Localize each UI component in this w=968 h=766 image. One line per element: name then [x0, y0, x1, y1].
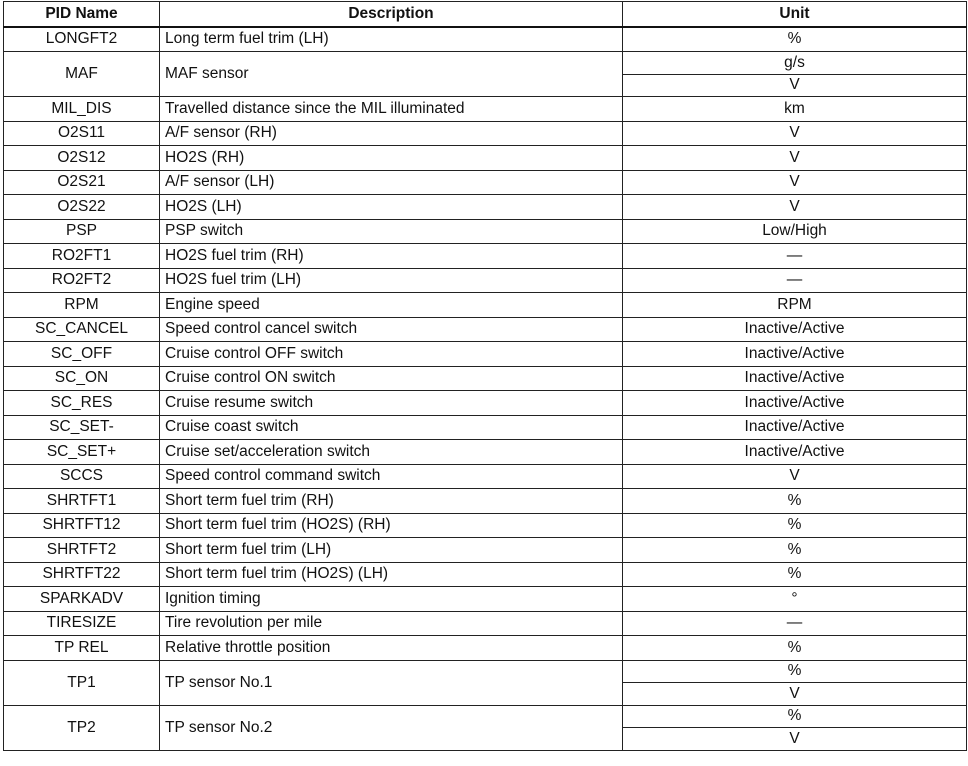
table-row	[4, 268, 967, 293]
unit-cell: —	[623, 268, 967, 293]
table-row	[4, 705, 967, 728]
unit-cell: V	[623, 728, 967, 751]
unit-cell: V	[623, 464, 967, 489]
pid-name-cell: MIL_DIS	[4, 97, 160, 122]
pid-name-cell: SHRTFT2	[4, 538, 160, 563]
table-row	[4, 244, 967, 269]
table-row	[4, 121, 967, 146]
pid-table	[3, 1, 967, 751]
table-row	[4, 97, 967, 122]
unit-cell: g/s	[623, 52, 967, 75]
description-cell: Short term fuel trim (HO2S) (LH)	[160, 562, 623, 587]
table-row	[4, 293, 967, 318]
description-cell: Cruise resume switch	[160, 391, 623, 416]
table-row	[4, 538, 967, 563]
description-cell: Short term fuel trim (RH)	[160, 489, 623, 514]
header-row	[4, 2, 967, 27]
pid-name-cell: SHRTFT12	[4, 513, 160, 538]
pid-name-cell: SC_ON	[4, 366, 160, 391]
unit-cell: Inactive/Active	[623, 391, 967, 416]
description-cell: Ignition timing	[160, 587, 623, 612]
description-cell: HO2S fuel trim (LH)	[160, 268, 623, 293]
description-cell: Travelled distance since the MIL illuminated	[160, 97, 623, 122]
table-row	[4, 587, 967, 612]
table-row	[4, 391, 967, 416]
pid-name-cell: SC_SET-	[4, 415, 160, 440]
unit-cell: RPM	[623, 293, 967, 318]
table-row	[4, 195, 967, 220]
pid-name-cell: O2S12	[4, 146, 160, 171]
unit-cell: %	[623, 562, 967, 587]
pid-name-cell: SHRTFT1	[4, 489, 160, 514]
description-cell: PSP switch	[160, 219, 623, 244]
unit-cell: %	[623, 489, 967, 514]
pid-name-cell: O2S21	[4, 170, 160, 195]
table-row	[4, 464, 967, 489]
table-header	[4, 2, 967, 27]
table-row	[4, 27, 967, 52]
pid-name-cell: SC_OFF	[4, 342, 160, 367]
pid-name-cell: O2S22	[4, 195, 160, 220]
table-row	[4, 611, 967, 636]
pid-name-cell: RO2FT1	[4, 244, 160, 269]
table-row	[4, 146, 967, 171]
description-cell: Short term fuel trim (LH)	[160, 538, 623, 563]
pid-name-cell: RPM	[4, 293, 160, 318]
unit-cell: —	[623, 611, 967, 636]
pid-name-cell: RO2FT2	[4, 268, 160, 293]
table-row	[4, 562, 967, 587]
unit-cell: %	[623, 513, 967, 538]
header-pid-name: PID Name	[4, 2, 160, 27]
pid-name-cell: SCCS	[4, 464, 160, 489]
pid-name-cell: TP2	[4, 705, 160, 750]
pid-name-cell: SPARKADV	[4, 587, 160, 612]
description-cell: TP sensor No.2	[160, 705, 623, 750]
description-cell: Tire revolution per mile	[160, 611, 623, 636]
unit-cell: V	[623, 195, 967, 220]
unit-cell: %	[623, 660, 967, 683]
description-cell: Speed control cancel switch	[160, 317, 623, 342]
unit-cell: —	[623, 244, 967, 269]
pid-name-cell: O2S11	[4, 121, 160, 146]
description-cell: Speed control command switch	[160, 464, 623, 489]
description-cell: Short term fuel trim (HO2S) (RH)	[160, 513, 623, 538]
description-cell: A/F sensor (RH)	[160, 121, 623, 146]
pid-name-cell: SC_RES	[4, 391, 160, 416]
pid-name-cell: MAF	[4, 52, 160, 97]
table-row	[4, 415, 967, 440]
pid-name-cell: SHRTFT22	[4, 562, 160, 587]
unit-cell: V	[623, 146, 967, 171]
table-row	[4, 317, 967, 342]
description-cell: MAF sensor	[160, 52, 623, 97]
unit-cell: km	[623, 97, 967, 122]
pid-name-cell: TP1	[4, 660, 160, 705]
pid-name-cell: PSP	[4, 219, 160, 244]
unit-cell: %	[623, 538, 967, 563]
pid-name-cell: SC_CANCEL	[4, 317, 160, 342]
description-cell: Cruise coast switch	[160, 415, 623, 440]
unit-cell: V	[623, 683, 967, 706]
unit-cell: Inactive/Active	[623, 317, 967, 342]
description-cell: Engine speed	[160, 293, 623, 318]
description-cell: A/F sensor (LH)	[160, 170, 623, 195]
description-cell: Long term fuel trim (LH)	[160, 27, 623, 52]
unit-cell: V	[623, 170, 967, 195]
table-body	[4, 27, 967, 751]
table-row	[4, 513, 967, 538]
description-cell: Relative throttle position	[160, 636, 623, 661]
pid-name-cell: SC_SET+	[4, 440, 160, 465]
unit-cell: Inactive/Active	[623, 415, 967, 440]
pid-name-cell: TIRESIZE	[4, 611, 160, 636]
pid-name-cell: LONGFT2	[4, 27, 160, 52]
description-cell: Cruise set/acceleration switch	[160, 440, 623, 465]
description-cell: HO2S fuel trim (RH)	[160, 244, 623, 269]
table-row	[4, 52, 967, 75]
description-cell: Cruise control ON switch	[160, 366, 623, 391]
description-cell: HO2S (RH)	[160, 146, 623, 171]
table-row	[4, 660, 967, 683]
table-row	[4, 219, 967, 244]
unit-cell: %	[623, 27, 967, 52]
table-row	[4, 636, 967, 661]
unit-cell: V	[623, 121, 967, 146]
unit-cell: %	[623, 636, 967, 661]
table-row	[4, 489, 967, 514]
unit-cell: V	[623, 74, 967, 97]
unit-cell: Low/High	[623, 219, 967, 244]
description-cell: Cruise control OFF switch	[160, 342, 623, 367]
description-cell: HO2S (LH)	[160, 195, 623, 220]
unit-cell: Inactive/Active	[623, 342, 967, 367]
header-description: Description	[160, 2, 623, 27]
pid-name-cell: TP REL	[4, 636, 160, 661]
table-row	[4, 440, 967, 465]
description-cell: TP sensor No.1	[160, 660, 623, 705]
unit-cell: Inactive/Active	[623, 440, 967, 465]
header-unit: Unit	[623, 2, 967, 27]
table-row	[4, 342, 967, 367]
table-row	[4, 366, 967, 391]
unit-cell: Inactive/Active	[623, 366, 967, 391]
unit-cell: °	[623, 587, 967, 612]
unit-cell: %	[623, 705, 967, 728]
table-row	[4, 170, 967, 195]
